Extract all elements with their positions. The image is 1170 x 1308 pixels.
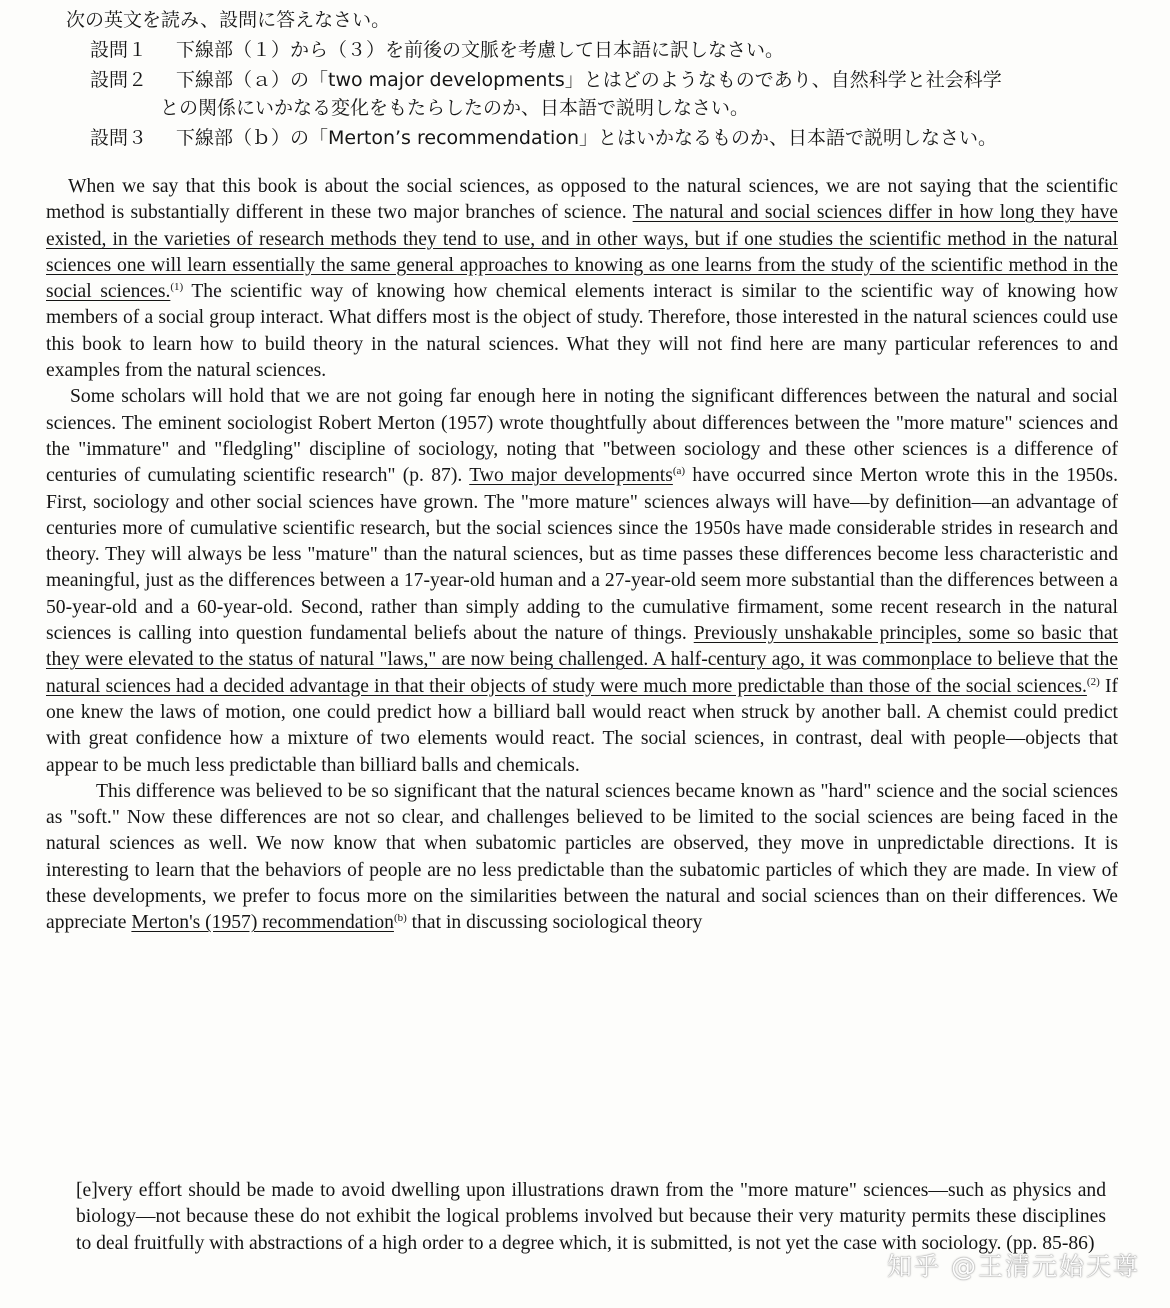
- paragraph-1: [46, 174, 1118, 384]
- question-1-text: 下線部（１）から（３）を前後の文脈を考慮して日本語に訳しなさい。: [176, 39, 785, 61]
- paragraph-2-rest: If one knew the laws of motion, one could predict how a billiard ball would react when struck by another ball. A chemist could predict with great confidence how a mixture of two elements would react. The social sciences, in contrast, deal with people—objects that appear to be much less predictable than billiard balls and chemicals.: [46, 675, 1118, 776]
- block-quote: [e]very effort should be made to avoid dwelling upon illustrations drawn from the "more mature" sciences—such as physics and biology—not because these do not exhibit the logical problems involved but because their very maturity permits these disciplines to deal fruitfully with abstractions of a high order to a degree which, it is submitted, is not yet the case with sociology. (pp. 85-86): [76, 1180, 1106, 1254]
- question-3: [90, 124, 997, 152]
- instructions-intro: 次の英文を読み、設問に答えなさい。: [66, 9, 391, 31]
- question-3-number: 設問３: [90, 127, 148, 149]
- watermark: 知乎 @王清元始天尊: [887, 1252, 1140, 1281]
- paragraph-2-intro: Some scholars will hold that we are not going far enough here in noting the significant differences between the natural and social sciences. The eminent sociologist Robert Merton (1957) wrote thoughtfully about differences between the "more mature" sciences and the "immature" and "fledgling" discipline of sociology, noting that "between sociology and these other sciences is a difference of centuries of cumulating scientific research" (p. 87).: [46, 386, 1118, 487]
- marker-1: (1): [170, 281, 184, 294]
- marker-2: (2): [1086, 675, 1100, 688]
- marker-b: (b): [393, 912, 407, 925]
- question-2-text-line2: との関係にいかなる変化をもたらしたのか、日本語で説明しなさい。: [160, 97, 750, 119]
- paragraph-3-rest: that in discussing sociological theory: [406, 912, 703, 934]
- question-2-text-line1: 下線部（ａ）の「two major developments」とはどのようなものであり、自然科学と社会科学: [176, 69, 1002, 91]
- marker-a: (a): [672, 465, 686, 478]
- underline-b: Merton's (1957) recommendation: [131, 912, 394, 934]
- paragraph-2-middle: have occurred since Merton wrote this in the 1950s. First, sociology and other social sciences have grown. The "more mature" sciences always will have—by definition—an advantage of centuries more of cumulative scientific research, but the social sciences since the 1950s have made considerable strides in research and theory. They will always be less "mature" than the natural sciences, but as time passes these differences become less characteristic and meaningful, just as the differences between a 17-year-old human and a 27-year-old seem more substantial than the differences between a 50-year-old and a 60-year-old. Second, rather than simply adding to the cumulative firmament, some recent research in the natural sciences is calling into question fundamental beliefs about the nature of things.: [46, 465, 1119, 645]
- paragraph-2: [46, 384, 1118, 778]
- question-1: [90, 36, 784, 64]
- question-2: [90, 66, 1002, 94]
- passage: [46, 174, 1118, 937]
- underline-a: Two major developments: [469, 465, 673, 487]
- question-2-number: 設問２: [90, 69, 148, 91]
- question-3-text: 下線部（ｂ）の「Merton’s recommendation」とはいかなるものか、日本語で説明しなさい。: [176, 127, 997, 149]
- paragraph-1-rest: The scientific way of knowing how chemical elements interact is similar to the scientific way of knowing how members of a social group interact. What differs most is the object of study. Therefore, those interested in the natural sciences could use this book to learn how to build theory in the natural sciences. What they will not find here are many particular references to and examples from the natural sciences.: [46, 281, 1118, 382]
- paragraph-3: [46, 779, 1118, 937]
- paragraph-3-intro: This difference was believed to be so significant that the natural sciences became known as "hard" science and the social sciences as "soft." Now these differences are not so clear, and challenges believed to be limited to the social sciences are being faced in the natural sciences as well. We now know that when subatomic particles are observed, they move in unpredictable directions. It is interesting to learn that the behaviors of people are no less predictable than the subatomic particles of which they are made. In view of these developments, we prefer to focus more on the similarities between the natural and social sciences than on their differences. We appreciate: [46, 780, 1118, 934]
- underline-1: The natural and social sciences differ in how long they have existed, in the varieties of research methods they tend to use, and in other ways, but if one studies the scientific method in the natural sciences one will learn essentially the same general approaches to knowing as one learns from the study of the scientific method in the social sciences.: [46, 202, 1118, 303]
- underline-2: Previously unshakable principles, some so basic that they were elevated to the status of natural "laws," are now being challenged. A half-century ago, it was commonplace to believe that the natural sciences had a decided advantage in that their objects of study were much more predictable than those of the social sciences.: [46, 623, 1118, 697]
- paragraph-1-intro: When we say that this book is about the social sciences, as opposed to the natural sciences, we are not saying that the scientific method is substantially different in these two major branches of science.: [46, 176, 1118, 224]
- question-1-number: 設問１: [90, 39, 148, 61]
